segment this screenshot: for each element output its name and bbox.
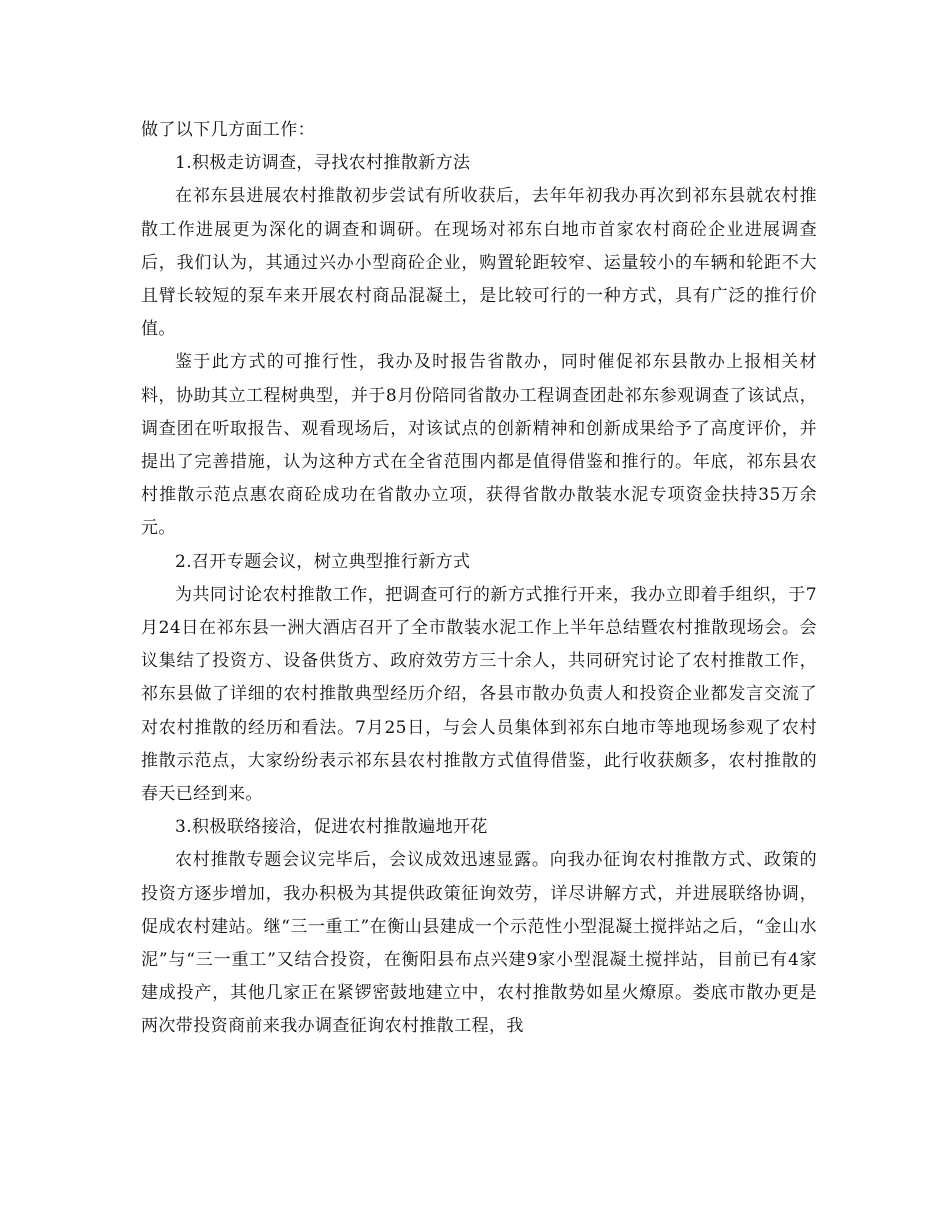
paragraph: 鉴于此方式的可推行性，我办及时报告省散办，同时催促祁东县散办上报相关材料，协助其立工程树典型，并于8月份陪同省散办工程调查团赴祁东参观调查了该试点，调查团在听取报告、观看现场后，对该试点的创新精神和创新成果给予了高度评价，并提出了完善措施，认为这种方式在全省范围内都是值得借鉴和推行的。年底，祁东县农村推散示范点惠农商砼成功在省散办立项，获得省散办散装水泥专项资金扶持35万余元。	[141, 352, 817, 539]
paragraph-intro-continuation: 做了以下几方面工作：	[141, 120, 315, 140]
section-heading-3: 3.积极联络接洽，促进农村推散遍地开花	[175, 817, 488, 838]
paragraph: 为共同讨论农村推散工作，把调查可行的新方式推行开来，我办立即着手组织，于7月24日在祁东县一洲大酒店召开了全市散装水泥工作上半年总结暨农村推散现场会。会议集结了投资方、设备供货方、政府效劳方三十余人，共同研究讨论了农村推散工作，祁东县做了详细的农村推散典型经历介绍，各县市散办负责人和投资企业都发言交流了对农村推散的经历和看法。7月25日，与会人员集体到祁东白地市等地现场参观了农村推散示范点，大家纷纷表示祁东县农村推散方式值得借鉴，此行收获颇多，农村推散的春天已经到来。	[141, 584, 817, 805]
paragraph: 农村推散专题会议完毕后，会议成效迅速显露。向我办征询农村推散方式、政策的投资方逐步增加，我办积极为其提供政策征询效劳，详尽讲解方式，并进展联络协调，促成农村建站。继“三一重工”在衡山县建成一个示范性小型混凝土搅拌站之后，“金山水泥”与“三一重工”又结合投资，在衡阳县布点兴建9家小型混凝土搅拌站，目前已有4家建成投产，其他几家正在紧锣密鼓地建立中，农村推散势如星火燎原。娄底市散办更是两次带投资商前来我办调查征询农村推散工程，我	[141, 850, 817, 1037]
paragraph: 在祁东县进展农村推散初步尝试有所收获后，去年年初我办再次到祁东县就农村推散工作进展更为深化的调查和调研。在现场对祁东白地市首家农村商砼企业进展调查后，我们认为，其通过兴办小型商砼企业，购置轮距较窄、运量较小的车辆和轮距不大且臂长较短的泵车来开展农村商品混凝土，是比较可行的一种方式，具有广泛的推行价值。	[141, 186, 817, 340]
section-heading-1: 1.积极走访调查，寻找农村推散新方法	[175, 153, 471, 174]
document-body	[141, 114, 817, 1044]
section-heading-2: 2.召开专题会议，树立典型推行新方式	[175, 551, 471, 572]
